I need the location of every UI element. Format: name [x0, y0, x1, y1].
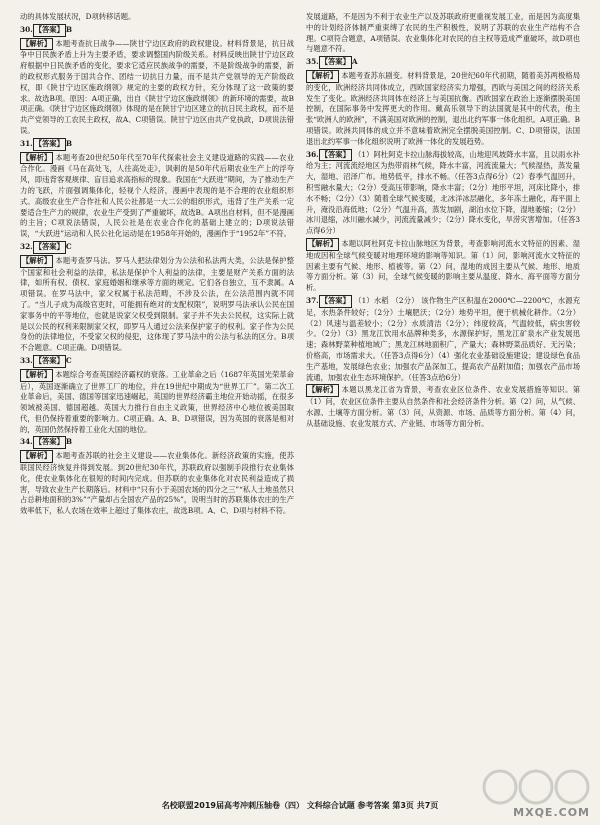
question-34: [20, 436, 294, 517]
analysis-text: 本题考查苏联的社会主义建设——农业集体化。新经济政策的实施，使苏联国民经济恢复并得到发展。到20世纪30年代，苏联政府以强制手段推行农业集体化，使农业集体化在很短的时间内完成。但苏联的农业集体化对农民利益造成了损害，导致农业生产长期落后。材料中“只有小于美国农场的四分之三”“私人土地虽然只占总耕地面积的3%”“产量却占全国农产品的25%”，说明当时的苏联集体农庄的生产效率低下，私人农场在效率上超过了集体农庄，故选B项。A、C、D项与材料不符。: [20, 451, 294, 516]
answer-label: 【答案】: [319, 56, 352, 69]
answer-value: （1）阿杜阿克卡拉山脉海拔较高，山地迎风坡降水丰富，且以雨水补给为主；河流流经地区为热带雨林气候，降水丰富，河流流量大；气候湿热，蒸发量大，湿地、沼泽广布。地势低平，排水不畅。（任答3点得6分）（2）春季气温回升，积雪融水量大；（2分）受高压带影响，降水丰富；（2分）地形平坦，河床比降小，排水不畅；（2分）（3）随着全球气候变暖，北冰洋冰层融化，多年冻土融化，海平面上升，淹没沿海低地；（2分）气温升高，蒸发加剧，湖泊水位下降，湿地萎缩；（2分）冰川退缩，冰川融水减少，河流流量减少；（2分）降水变化，旱涝灾害增加。（任答3点得6分）: [306, 149, 580, 236]
answer-label: 【答案】: [319, 295, 352, 308]
analysis-text: 本题综合考查英国经济霸权的衰落。工业革命之后（1687年英国光荣革命后），英国逐渐确立了世界工厂的地位，并在19世纪中期成为“世界工厂”。第二次工业革命后，美国、德国等国家迅速崛起，英国的世界经济霸主地位开始动摇，在很多领域被美国、德国超越。英国大力推行自由主义政策，世界经济中心地位被美国取代，但仍保持着重要的影响力。C项正确。A、B、D项错误，因为英国的衰落是相对的，英国仍然保持着工业化大国的地位。: [20, 369, 294, 434]
answer-value: B: [65, 437, 73, 447]
question-number: 32.: [20, 241, 33, 251]
left-intro: 动的具体发展状况，D项转移话题。: [20, 12, 136, 21]
answer-label: 【答案】: [319, 149, 352, 162]
answer-value: C: [65, 355, 72, 365]
watermark-text: MXQE.COM: [513, 806, 590, 819]
question-number: 37.: [306, 295, 319, 305]
answer-value: B: [65, 138, 73, 148]
question-31: [20, 138, 294, 240]
question-32: [20, 241, 294, 354]
question-number: 31.: [20, 138, 33, 148]
answer-label: 【答案】: [33, 138, 66, 151]
analysis-label: 【解析】: [20, 255, 53, 268]
right-intro: 发展道路，不是因为不利于农业生产以及苏联政府更重视发展工业，而是因为高度集中的计划经济体制严重束缚了农民的生产积极性，说明了苏联的农业生产结构不合理。C项符合题意，A项错误。农业集体化对农民的自主权等造成严重破坏，故D项也与题意不符。: [306, 12, 580, 54]
analysis-label: 【解析】: [306, 238, 339, 251]
analysis-text: 本题考查抗日战争——陕甘宁边区政府的政权建设。材料背景是，抗日战争中日民族矛盾上升为主要矛盾，要求调整国内阶级关系。材料反映出陕甘宁边区政府根据中日民族矛盾的变化，要求它适应民族战争的需要，不是阶级战争的需要，新的政权形式服务于国共合作、团结一切抗日力量，而不是共产党领导的无产阶级政权，即《陕甘宁边区施政纲领》规定的主要的政权方针，充分体现了这一政策的要求。故选B项。原因：A项正确，出自《陕甘宁边区施政纲领》的新环境的需要，故B项正确。《陕甘宁边区施政纲领》体现的是在陕甘宁边区建立的抗日民主政权，而不是共产党领导的工农民主政权，故A、C项错误。陕甘宁边区由共产党执政，D项说法错误。: [20, 38, 294, 135]
question-35: [306, 56, 580, 147]
two-column-layout: [20, 12, 580, 792]
question-number: 36.: [306, 149, 319, 159]
answer-value: B: [65, 24, 73, 34]
analysis-label: 【解析】: [20, 450, 53, 463]
answer-label: 【答案】: [33, 241, 66, 254]
analysis-label: 【解析】: [20, 38, 53, 51]
analysis-text: 本题以黑龙江省为背景，考查农业区位条件、农业发展措施等知识。第（1）问，农业区位条件主要从自然条件和社会经济条件分析。第（2）问，从气候、水源、土壤等方面分析。第（3）问，从资源、市场、品质等方面分析。第（4）问，从基础设施、农业发展方式、产业链、市场等方面分析。: [306, 385, 580, 428]
answer-value: A: [351, 57, 358, 67]
answer-value: C: [65, 241, 72, 251]
analysis-label: 【解析】: [20, 152, 53, 165]
answer-label: 【答案】: [33, 24, 66, 37]
question-37: [306, 295, 580, 430]
question-33: [20, 355, 294, 436]
right-column: [306, 12, 580, 792]
analysis-text: 本题以阿杜阿克卡拉山脉地区为背景，考查影响河流水文特征的因素、湿地成因和全球气候变暖对地理环境的影响等知识。第（1）问，影响河流水文特征的因素主要有气候、地形、植被等。第（2）问，湿地的成因主要从气候、地形、地质等方面分析。第（3）问，全球气候变暖的影响主要从温度、降水、海平面等方面分析。: [306, 238, 580, 293]
analysis-text: 本题考查20世纪50年代至70年代探索社会主义建设道路的实践——农业合作化。漫画《马在高处飞，人往高处走》，讽刺的是50年代后期农业生产上的浮夸风，即违背客观规律、盲目追求高指标的现象。我国在“大跃进”期间，为了推动生产力的飞跃，片面强调集体化，轻视个人经济，漫画中表现的是不合理的农业组织形式。高级农业生产合作社和人民公社都是一大二公的组织形式，违背了生产关系一定要适合生产力的规律，农业生产受到了严重破坏，故选B。A项出自材料，但不是漫画的主旨；C项说法错误，人民公社是在农业合作化的基础上建立的；D项说法错误，“大跃进”运动和人民公社化运动是在1958年开始的，漫画作于“1952年”不符。: [20, 152, 294, 239]
question-number: 30.: [20, 24, 33, 34]
analysis-label: 【解析】: [306, 384, 339, 397]
answer-label: 【答案】: [33, 355, 66, 368]
question-number: 33.: [20, 355, 33, 365]
question-30: [20, 24, 294, 137]
left-column: [20, 12, 294, 792]
analysis-text: 本题考查苏东剧变。材料背景是，20世纪60年代初期，随着美苏两极格局的变化，欧洲经济共同体成立，西欧国家经济实力增强，西欧与美国之间的经济关系发生了变化。欧洲经济共同体在经济上与美国抗衡。西欧国家在政治上逐渐摆脱美国控制，在国际事务中发挥更大的作用。戴高乐领导下的法国就是其中的代表，他主张“欧洲人的欧洲”，不满美国对欧洲的控制，退出北约军事一体化组织。A项正确。B项错误。欧洲共同体的成立并不意味着欧洲完全摆脱美国控制。C、D项错误，法国退出北约军事一体化组织说明了欧洲一体化的发展趋势。: [306, 70, 580, 146]
question-36: [306, 149, 580, 294]
answer-value: （1）水稻 （2分） 该作物生产区积温在2000℃—2200℃，水源充足，水热条件较好；（2分）土壤肥沃；（2分）地势平坦，便于机械化耕作。（2分）（2）风速与温差较小；（2分）水质清洁（2分）；纬度较高，气温较低，病虫害较少。（2分）（3）黑龙江饮用水品牌种类多，水源保护好，黑龙江矿泉水产业发展迅速；森林野菜种植地域广；黑龙江林地面积广，产量大；森林野菜品质好、无污染；价格高，市场需求大。（任答3点得6分）（4）强化农业基础设施建设；建设绿色食品生产基地，发展绿色农业；加强农产品深加工，提高农产品附加值；加强农产品市场流通，加强农业生态环境保护。（任答3点给6分）: [306, 295, 580, 382]
analysis-label: 【解析】: [20, 369, 53, 382]
page-footer: 名校联盟2019届高考冲刺压轴卷（四） 文科综合试题 参考答案 第3页 共7页: [161, 801, 439, 810]
analysis-text: 本题考查罗马法。罗马人把法律划分为公法和私法两大类，公法是保护整个国家和社会利益的法律，私法是保护个人利益的法律，主要是财产关系方面的法律，如所有权、债权、家庭婚姻和继承等方面的规定。它们各自独立，互不隶属。A项错误。在罗马法中，家父权属于私法范畴，不涉及公法，在公法范围内就不同了。“当儿子成为高级官吏时，可能拥有绝对的支配权限”，说明罗马法承认公民在国家事务中的平等地位，也就是说家父权受到限制。家子并不失去公民权，这实际上就是以公民的权利来限制家父权，即罗马人通过公法来保护家子的权利。家子作为公民身份的法律地位，不受家父权的侵犯，这体现了罗马法中的公法与私法的区分。B项不合题意。C项正确。D项错误。: [20, 255, 294, 353]
analysis-label: 【解析】: [306, 70, 339, 83]
answer-label: 【答案】: [33, 436, 66, 449]
question-number: 34.: [20, 437, 33, 447]
question-number: 35.: [306, 57, 319, 67]
